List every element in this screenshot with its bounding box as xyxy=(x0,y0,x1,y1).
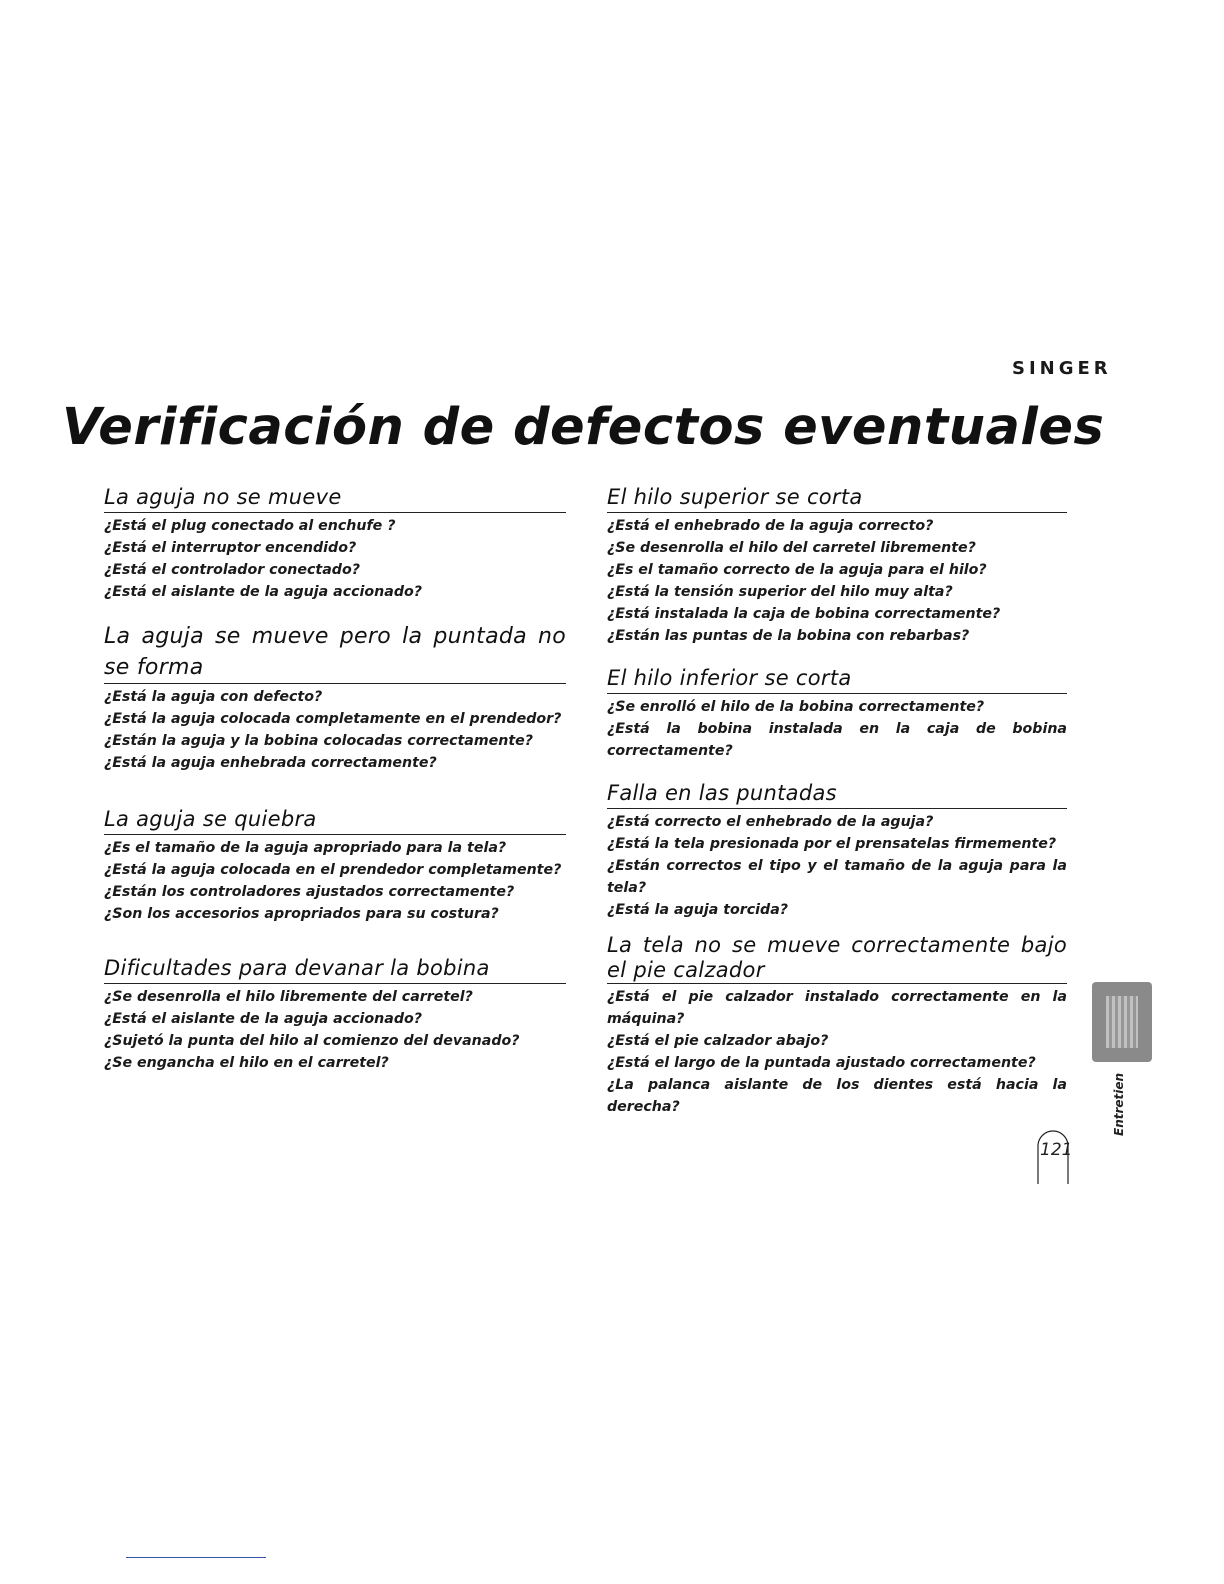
checklist-item: ¿Está la tela presionada por el prensatelas firmemente? xyxy=(607,836,1057,852)
checklist-item: ¿Está la bobina instalada en la caja de bobina correctamente? xyxy=(607,721,1067,759)
left-column xyxy=(104,482,566,1074)
checklist-item: ¿Se engancha el hilo en el carretel? xyxy=(104,1055,389,1071)
section-needle-breaks xyxy=(104,804,566,925)
checklist-item: ¿Está el plug conectado al enchufe ? xyxy=(104,518,396,534)
section-heading: La aguja se mueve pero la puntada no se forma xyxy=(104,621,566,684)
checklist-item: ¿Está el interruptor encendido? xyxy=(104,540,357,556)
checklist-item: ¿Es el tamaño correcto de la aguja para el hilo? xyxy=(607,562,987,578)
section-heading: La aguja se quiebra xyxy=(104,804,566,835)
checklist-item: ¿Está correcto el enhebrado de la aguja? xyxy=(607,814,934,830)
checklist-item: ¿Sujetó la punta del hilo al comienzo del devanado? xyxy=(104,1033,520,1049)
checklist-item: ¿Está la tensión superior del hilo muy alta? xyxy=(607,584,953,600)
checklist-item: ¿Está el aislante de la aguja accionado? xyxy=(104,584,422,600)
checklist xyxy=(607,986,1067,1118)
checklist-item: ¿Son los accesorios apropriados para su costura? xyxy=(104,906,499,922)
page-title: Verificación de defectos eventuales xyxy=(62,398,1105,457)
section-heading: El hilo superior se corta xyxy=(607,482,1067,513)
checklist xyxy=(104,837,566,925)
section-fabric-not-feeding xyxy=(607,933,1067,1118)
checklist xyxy=(104,986,566,1074)
checklist-item: ¿Está el pie calzador instalado correctamente en la máquina? xyxy=(607,989,1067,1027)
checklist-item: ¿Están la aguja y la bobina colocadas correctamente? xyxy=(104,733,533,749)
section-bobbin-winding xyxy=(104,953,566,1074)
section-heading: Dificultades para devanar la bobina xyxy=(104,953,566,984)
checklist-item: ¿Está la aguja con defecto? xyxy=(104,689,323,705)
checklist-item: ¿Se desenrolla el hilo del carretel libremente? xyxy=(607,540,976,556)
checklist xyxy=(104,686,566,774)
section-heading: La aguja no se mueve xyxy=(104,482,566,513)
checklist-item: ¿Está el pie calzador abajo? xyxy=(607,1033,829,1049)
page-number: 121 xyxy=(1040,1140,1073,1160)
section-needle-not-moving xyxy=(104,482,566,603)
section-lower-thread-breaks xyxy=(607,663,1067,762)
checklist-item: ¿Se enrolló el hilo de la bobina correctamente? xyxy=(607,699,985,715)
checklist-item: ¿Está la aguja colocada en el prendedor completamente? xyxy=(104,862,562,878)
footer-divider xyxy=(126,1557,266,1558)
checklist-item: ¿Está la aguja torcida? xyxy=(607,902,789,918)
section-skipped-stitches xyxy=(607,778,1067,921)
section-tab-label xyxy=(1106,996,1138,1048)
brand-logo: SINGER xyxy=(1012,358,1112,379)
right-column xyxy=(607,482,1067,1118)
checklist xyxy=(104,515,566,603)
checklist-item: ¿Está la aguja enhebrada correctamente? xyxy=(104,755,437,771)
checklist-item: ¿Está la aguja colocada completamente en el prendedor? xyxy=(104,711,562,727)
checklist-item: ¿Se desenrolla el hilo libremente del carretel? xyxy=(104,989,473,1005)
checklist-item: ¿Está instalada la caja de bobina correctamente? xyxy=(607,606,1001,622)
section-tab-marker xyxy=(1092,982,1152,1062)
section-heading: La tela no se mueve correctamente bajo el pie calzador xyxy=(607,933,1067,982)
checklist-item: ¿Están correctos el tipo y el tamaño de la aguja para la tela? xyxy=(607,858,1067,896)
checklist-item: ¿Están las puntas de la bobina con rebarbas? xyxy=(607,628,970,644)
checklist xyxy=(607,811,1067,921)
checklist-item: ¿Están los controladores ajustados correctamente? xyxy=(104,884,515,900)
checklist-item: ¿Está el aislante de la aguja accionado? xyxy=(104,1011,422,1027)
checklist-item: ¿La palanca aislante de los dientes está hacia la derecha? xyxy=(607,1077,1067,1115)
checklist-item: ¿Está el controlador conectado? xyxy=(104,562,360,578)
checklist-item: ¿Es el tamaño de la aguja apropriado para la tela? xyxy=(104,840,507,856)
checklist-item: ¿Está el largo de la puntada ajustado correctamente? xyxy=(607,1055,1036,1071)
section-upper-thread-breaks xyxy=(607,482,1067,647)
checklist xyxy=(607,515,1067,647)
section-heading: Falla en las puntadas xyxy=(607,778,1067,809)
section-heading: El hilo inferior se corta xyxy=(607,663,1067,694)
section-side-label: Entretien xyxy=(1112,1072,1126,1136)
checklist-item: ¿Está el enhebrado de la aguja correcto? xyxy=(607,518,934,534)
checklist xyxy=(607,696,1067,762)
section-stitch-not-formed xyxy=(104,621,566,774)
